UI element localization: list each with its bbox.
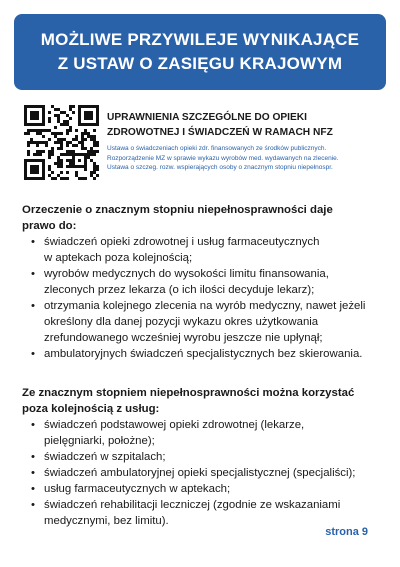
section-heading — [22, 385, 382, 417]
list-item — [22, 417, 382, 449]
list-item-line: • świadczeń opieki zdrowotnej i usług farmaceutycznych — [44, 236, 320, 248]
list-item-line: • świadczeń w szpitalach; — [44, 451, 166, 463]
title-line-2: Z USTAW O ZASIĘGU KRAJOWYM — [57, 54, 343, 73]
list-item-line: • świadczeń rehabilitacji leczniczej (zgodnie ze wskazaniami — [44, 499, 341, 511]
rights-title-line-1: UPRAWNIENIA SZCZEGÓLNE DO OPIEKI — [107, 112, 307, 123]
bullet-list — [22, 417, 382, 529]
section-priority-services — [22, 385, 382, 529]
section-heading-line: Ze znacznym stopniem niepełnosprawności można korzystać — [22, 387, 355, 399]
list-item-line: • usług farmaceutycznych w aptekach; — [44, 483, 231, 495]
section-rights-granted — [22, 202, 382, 362]
list-item — [22, 346, 382, 362]
section-heading-line: Orzeczenie o znacznym stopniu niepełnosprawności daje — [22, 204, 333, 216]
section-heading-line: poza kolejnością z usług: — [22, 403, 160, 415]
list-item-line: medycznymi, bez limitu). — [44, 515, 169, 527]
rights-title — [107, 110, 387, 140]
legal-act: Ustawa o szczeg. rozw. wspierających osoby o znacznym stopniu niepełnospr. — [107, 164, 333, 171]
list-item — [22, 497, 382, 529]
list-item-line: określony dla danej pozycji wykazu okres użytkowania — [44, 316, 319, 328]
page-number: strona 9 — [325, 526, 368, 538]
section-heading-line: prawo do: — [22, 220, 77, 232]
rights-title-line-2: ZDROWOTNEJ I ŚWIADCZEŃ W RAMACH NFZ — [107, 127, 333, 138]
list-item-line: zrefundowanego wcześniej wyrobu jeszcze nie upłynął; — [44, 332, 323, 344]
list-item-line: w aptekach poza kolejnością; — [44, 252, 193, 264]
list-item — [22, 465, 382, 481]
list-item — [22, 234, 382, 266]
title-line-1: MOŻLIWE PRZYWILEJE WYNIKAJĄCE — [40, 30, 360, 49]
list-item-line: • świadczeń ambulatoryjnej opieki specjalistycznej (specjaliści); — [44, 467, 356, 479]
section-heading — [22, 202, 382, 234]
legal-act: Ustawa o świadczeniach opieki zdr. finansowanych ze środków publicznych. — [107, 145, 327, 152]
list-item-line: • ambulatoryjnych świadczeń specjalistycznych bez skierowania. — [44, 348, 363, 360]
list-item-line: • wyrobów medycznych do wysokości limitu finansowania, — [44, 268, 329, 280]
list-item-line: • otrzymania kolejnego zlecenia na wyrób medyczny, nawet jeżeli — [44, 300, 366, 312]
list-item — [22, 449, 382, 465]
qr-code-icon — [24, 105, 99, 180]
list-item-line: zleconych przez lekarza (o ich ilości decyduje lekarz); — [44, 284, 315, 296]
list-item — [22, 298, 382, 346]
list-item-line: • świadczeń podstawowej opieki zdrowotnej (lekarze, — [44, 419, 305, 431]
title-banner — [14, 14, 386, 90]
legal-acts-list — [107, 144, 392, 173]
list-item — [22, 481, 382, 497]
legal-act: Rozporządzenie MZ w sprawie wykazu wyrobów med. wydawanych na zlecenie. — [107, 154, 339, 162]
bullet-list — [22, 234, 382, 362]
list-item — [22, 266, 382, 298]
list-item-line: pielęgniarki, położne); — [44, 435, 155, 447]
